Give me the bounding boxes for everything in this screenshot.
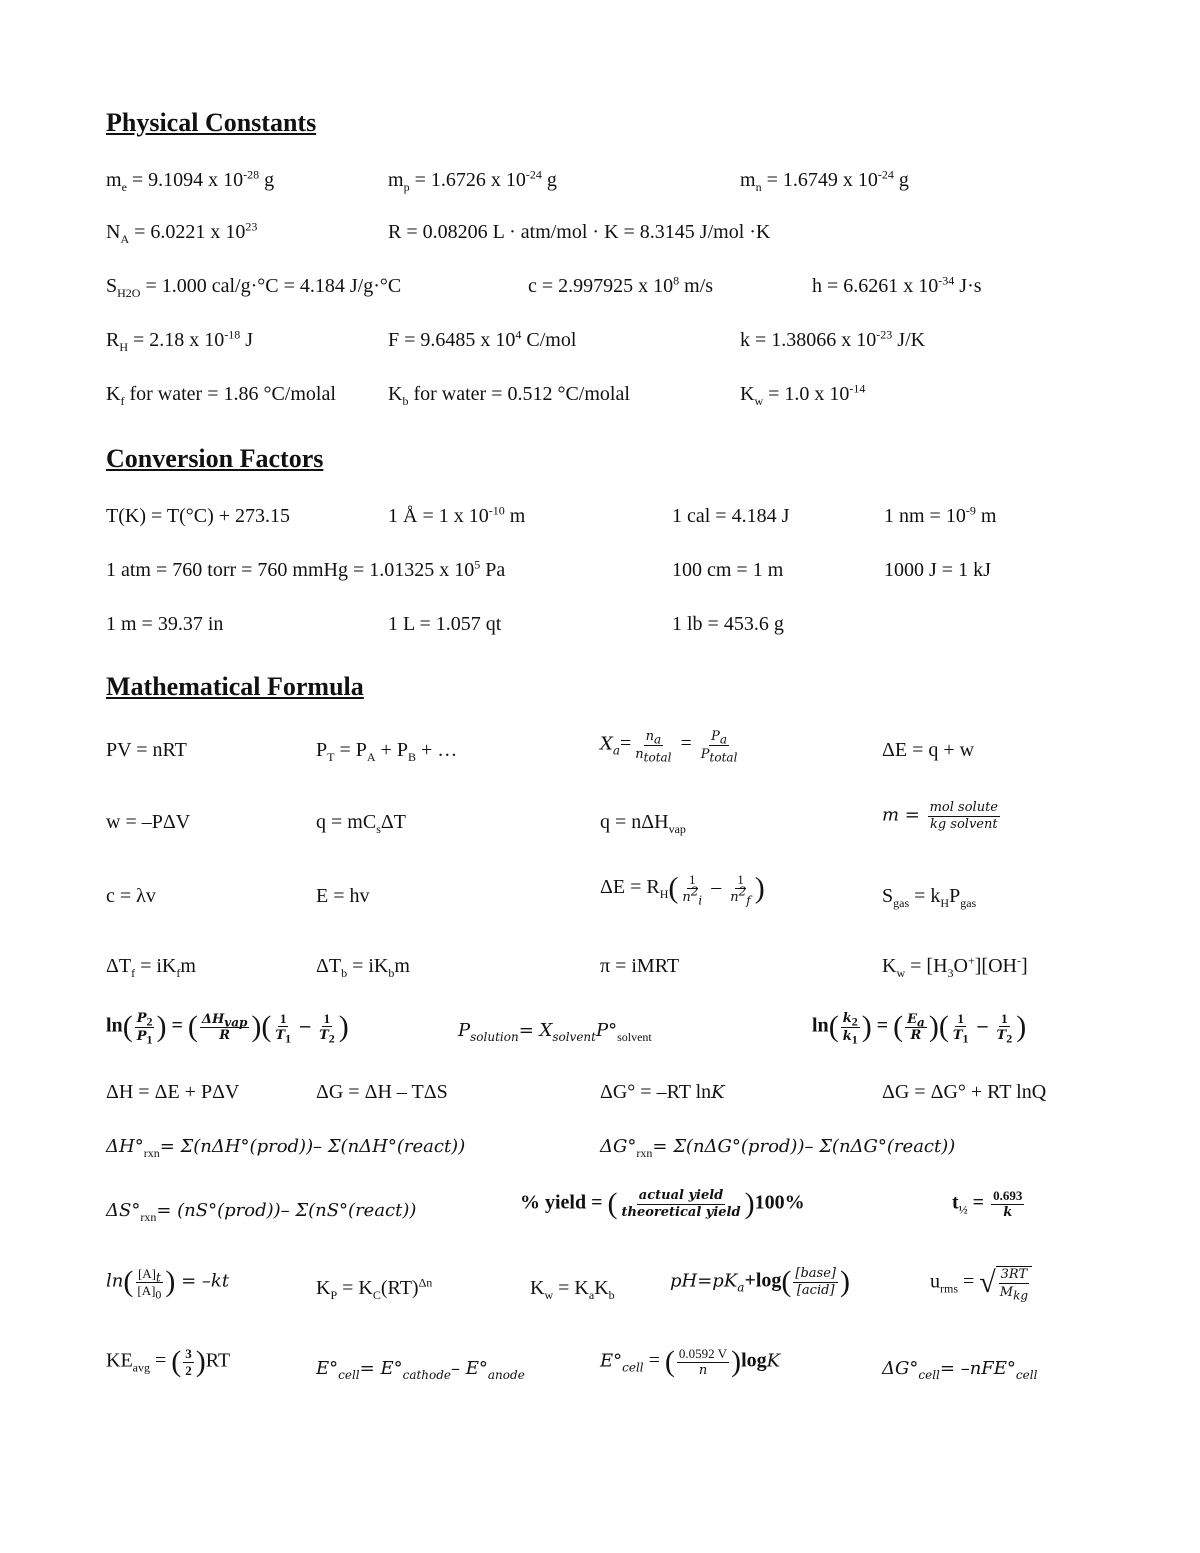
formula-molality: m = $\frac{\text{mol solute}}{\text{kg solvent}}$ [882, 800, 998, 832]
formula-henry: $S_{gas} = k_HP_{gas}$ [882, 885, 977, 910]
formula-ideal-gas: PV = nRT [106, 739, 187, 761]
const-proton-mass: $m_p = 1.6726$ x $10^{-24}$ g [388, 167, 557, 194]
formula-delta-s-rxn: $\Delta S^\circ_{rxn}=$ (nS°(prod))– Σ(nS°(react)) [106, 1200, 417, 1224]
formula-heat-vap: q = nΔH$_{vap}$ [600, 811, 686, 836]
formula-henderson-hasselbalch: $pH=pK_a+\log$( $\frac{\text{[base]}}{\text{[acid]}}$ ) [670, 1265, 850, 1299]
formula-gibbs-cell: $\Delta G^\circ_{cell}= -nFE^\circ_{cell}$ [882, 1358, 1038, 1382]
const-kb-water: $K_b$ for water = 0.512 °C/molal [388, 383, 630, 408]
const-gas-constant: R = 0.08206 L · atm/mol · K = 8.3145 J/mol ·K [388, 221, 771, 243]
formula-gibbs-q: ΔG = ΔG° + RT lnQ [882, 1081, 1047, 1103]
const-planck: h = 6.6261 x $10^{-34}$ J·s [812, 273, 982, 297]
formula-kw: $K_w = [H_3O^+][OH^-]$ [882, 953, 1028, 980]
conv-inches: 1 m = 39.37 in [106, 613, 224, 635]
formula-mole-fraction: $X_a=$ $\frac{n_a}{n_{total}}$ = $\frac{P_a}{P_{total}}$ [600, 729, 738, 765]
formula-gibbs: ΔG = ΔH – TΔS [316, 1081, 448, 1103]
formula-cell-potential: $E^\circ_{cell}= E^\circ_{cathode}-$ $E^\circ_{anode}$ [316, 1358, 525, 1382]
formula-first-order: ln( $\frac{[A]_t}{[A]_0}$ ) = –kt [106, 1265, 230, 1302]
const-kw: $K_w = 1.0$ x $10^{-14}$ [740, 381, 866, 408]
conv-atm: 1 atm = 760 torr = 760 mmHg = 1.01325 x $10^5$ Pa [106, 557, 506, 581]
formula-raoult: $P_{solution}= X_{solvent}P^\circ_{solvent}$ [458, 1020, 652, 1044]
formula-rms-speed: $u_{rms}$ = √ $\frac{3RT}{M_{kg}}$ [930, 1266, 1032, 1300]
const-faraday: F = 9.6485 x $10^4$ C/mol [388, 327, 577, 351]
const-electron-mass: $m_e = 9.1094$ x $10^{-28}$ g [106, 167, 275, 194]
const-boltzmann: k = 1.38066 x $10^{-23}$ J/K [740, 327, 926, 351]
formula-photon-energy: E = hv [316, 885, 370, 907]
const-speed-of-light: c = 2.997925 x $10^8$ m/s [528, 273, 714, 297]
formula-heat-mcat: $q = mC_s\Delta T$ [316, 811, 406, 836]
const-kf-water: $K_f$ for water = 1.86 °C/molal [106, 383, 336, 408]
formula-osmotic: π = iMRT [600, 955, 680, 977]
formula-half-life: $t_{\frac{1}{2}}$ = $\frac{0.693}{k}$ [952, 1188, 1023, 1220]
const-avogadro: $N_A = 6.0221$ x $10^{23}$ [106, 219, 258, 246]
conv-quart: 1 L = 1.057 qt [388, 613, 502, 635]
const-neutron-mass: $m_n = 1.6749$ x $10^{-24}$ g [740, 167, 909, 194]
conv-angstrom: 1 Å = 1 x $10^{-10}$ m [388, 503, 526, 527]
formula-enthalpy: ΔH = ΔE + PΔV [106, 1081, 240, 1103]
formula-kinetic-energy: $KE_{avg}$ = ( $\frac{3}{2}$ )RT [106, 1345, 231, 1379]
formula-nernst: $E^\circ_{cell}$ = ( $\frac{0.0592 V}{n}$ )logK [600, 1345, 781, 1379]
conv-kilojoule: 1000 J = 1 kJ [884, 559, 991, 581]
heading-mathematical-formula: Mathematical Formula [106, 672, 364, 701]
formula-percent-yield: % yield = ( $\frac{\text{actual yield}}{\text{theoretical yield}}$ )100% [520, 1187, 805, 1221]
formula-boiling-point: $\Delta T_b = iK_bm$ [316, 955, 410, 980]
formula-clausius-clapeyron: ln( $\frac{P_2}{P_1}$ ) = ( $\frac{\Delta H_{vap}}{R}$ )( $\frac{1}{T_1}$ – $\frac{1}{T_2}$ ) [106, 1010, 349, 1047]
formula-gibbs-standard: ΔG° = –RT lnK [600, 1081, 725, 1103]
heading-physical-constants: Physical Constants [106, 108, 317, 137]
conv-calorie: 1 cal = 4.184 J [672, 505, 790, 527]
formula-freezing-point: $\Delta T_f = iK_fm$ [106, 955, 196, 980]
const-specific-heat-water: $S_{H2O} = 1.000$ cal/g·°C = 4.184 J/g·°C [106, 275, 402, 300]
formula-internal-energy: ΔE = q + w [882, 739, 975, 761]
formula-arrhenius: ln( $\frac{k_2}{k_1}$ ) = ( $\frac{E_a}{R}$ )( $\frac{1}{T_1}$ – $\frac{1}{T_2}$ ) [812, 1010, 1027, 1047]
heading-conversion-factors: Conversion Factors [106, 444, 324, 473]
conv-pound: 1 lb = 453.6 g [672, 613, 784, 635]
formula-kp-kc: $K_P = K_C(RT)^{\Delta n}$ [316, 1275, 433, 1302]
conv-nanometer: 1 nm = $10^{-9}$ m [884, 503, 997, 527]
formula-dalton: $P_T = P_A + P_B$ + … [316, 739, 458, 764]
formula-kw-kakb: $K_w = K_aK_b$ [530, 1277, 615, 1302]
formula-wave: c = λv [106, 885, 156, 907]
conv-centimeter: 100 cm = 1 m [672, 559, 784, 581]
const-rydberg: $R_H = 2.18$ x $10^{-18}$ J [106, 327, 254, 354]
formula-rydberg: $\Delta E = R_H$( $\frac{1}{n^2_i}$ – $\frac{1}{n^2_f}$ ) [600, 871, 765, 908]
formula-work: w = –PΔV [106, 811, 191, 833]
formula-delta-h-rxn: $\Delta H^\circ_{rxn}=$ Σ(nΔH°(prod))– Σ(nΔH°(react)) [106, 1136, 466, 1160]
conv-kelvin: T(K) = T(°C) + 273.15 [106, 505, 291, 527]
formula-delta-g-rxn: $\Delta G^\circ_{rxn}=$ Σ(nΔG°(prod))– Σ(nΔG°(react)) [600, 1136, 956, 1160]
